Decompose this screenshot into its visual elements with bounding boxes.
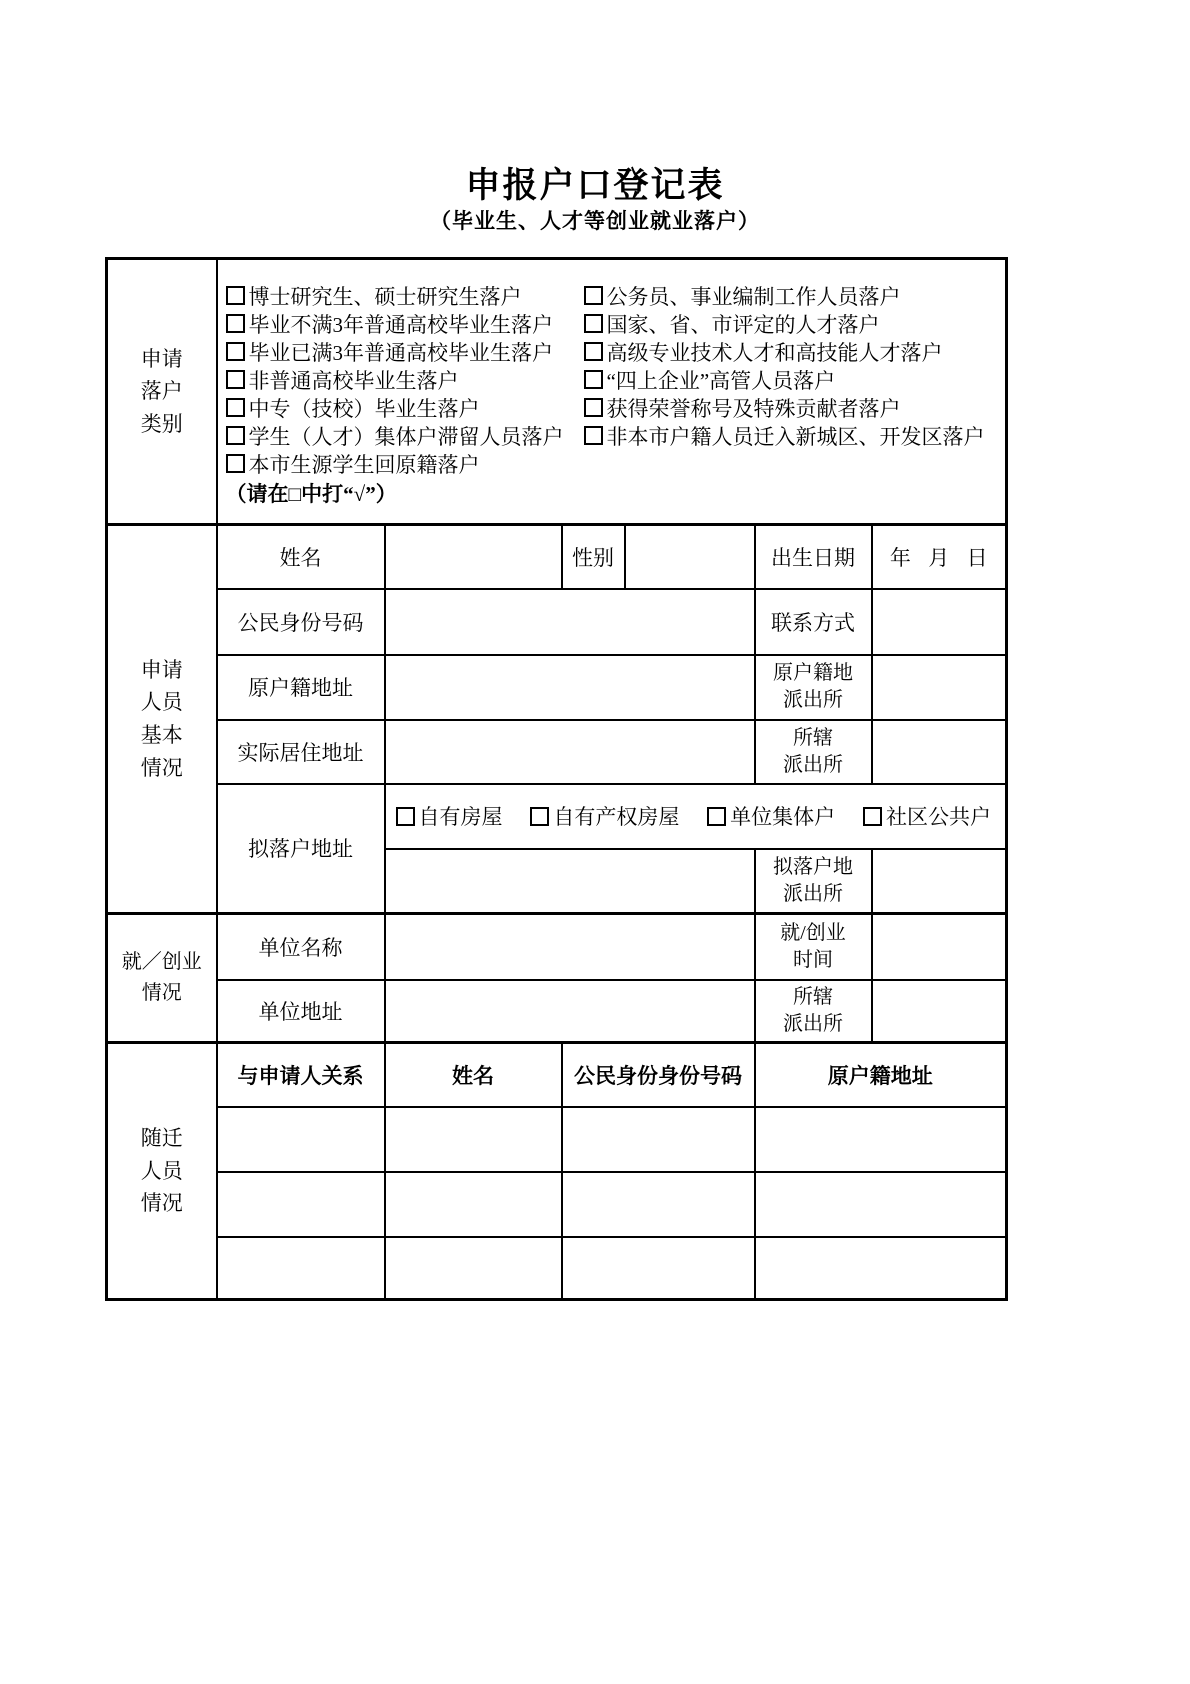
target-police-station-input-cell[interactable] — [872, 849, 1007, 914]
housing-type-options — [386, 801, 1006, 831]
option-label: 非普通高校毕业生落户 — [248, 368, 459, 393]
checkbox-icon[interactable] — [226, 426, 245, 445]
category-option[interactable] — [584, 309, 880, 339]
category-option[interactable] — [226, 449, 584, 479]
dependent-relation-input-cell[interactable] — [217, 1107, 385, 1172]
id-number-label: 公民身份号码 — [217, 589, 385, 655]
housing-option[interactable] — [396, 801, 503, 831]
form-title: 申报户口登记表 — [465, 166, 725, 205]
option-label: 国家、省、市评定的人才落户 — [606, 312, 880, 337]
company-address-label: 单位地址 — [217, 980, 385, 1043]
checkbox-icon[interactable] — [584, 426, 603, 445]
option-label: 社区公共户 — [885, 805, 991, 829]
housing-option[interactable] — [707, 801, 835, 831]
option-label: 高级专业技术人才和高技能人才落户 — [606, 340, 943, 365]
category-option[interactable] — [226, 309, 584, 339]
option-label: 获得荣誉称号及特殊贡献者落户 — [606, 396, 901, 421]
option-label: 毕业已满3年普通高校毕业生落户 — [248, 340, 553, 365]
employment-time-input-cell[interactable] — [872, 914, 1007, 980]
option-label: 中专（技校）毕业生落户 — [248, 396, 480, 421]
category-option[interactable] — [584, 281, 901, 311]
category-option[interactable] — [226, 281, 584, 311]
option-label: 本市生源学生回原籍落户 — [248, 452, 480, 477]
target-address-label: 拟落户地址 — [217, 784, 385, 914]
dependent-id-input-cell[interactable] — [562, 1172, 755, 1237]
category-option[interactable] — [584, 421, 985, 451]
option-label: 毕业不满3年普通高校毕业生落户 — [248, 312, 553, 337]
section-label-dependents: 随迁 人员 情况 — [107, 1043, 217, 1300]
employment-time-label: 就/创业 时间 — [755, 914, 872, 980]
checkbox-icon[interactable] — [226, 342, 245, 361]
category-option[interactable] — [584, 393, 901, 423]
company-police-station-label: 所辖 派出所 — [755, 980, 872, 1043]
form-subtitle: （毕业生、人才等创业就业落户） — [430, 209, 760, 233]
option-label: 单位集体户 — [730, 805, 836, 829]
name-input-cell[interactable] — [385, 525, 562, 589]
section-label-employment: 就／创业 情况 — [107, 914, 217, 1043]
checkbox-icon[interactable] — [584, 342, 603, 361]
dependent-name-input-cell[interactable] — [385, 1172, 562, 1237]
birthdate-input-cell[interactable] — [872, 525, 1007, 589]
name-label: 姓名 — [217, 525, 385, 589]
company-address-input-cell[interactable] — [385, 980, 755, 1043]
dependent-id-input-cell[interactable] — [562, 1107, 755, 1172]
dependents-header-address: 原户籍地址 — [755, 1043, 1007, 1107]
original-police-station-input-cell[interactable] — [872, 655, 1007, 720]
year-unit-label: 年 — [889, 545, 911, 570]
dependent-address-input-cell[interactable] — [755, 1107, 1007, 1172]
checkbox-icon[interactable] — [530, 807, 549, 826]
option-label: 自有房屋 — [418, 805, 503, 829]
checkbox-icon[interactable] — [226, 314, 245, 333]
option-label: 自有产权房屋 — [553, 805, 680, 829]
dependents-header-name: 姓名 — [385, 1043, 562, 1107]
checkbox-instruction: （请在□中打“√”） — [225, 481, 397, 506]
dependents-row — [107, 1172, 1007, 1237]
option-label: 博士研究生、硕士研究生落户 — [248, 284, 522, 309]
dependents-row — [107, 1107, 1007, 1172]
category-options — [218, 272, 1006, 512]
target-police-station-label: 拟落户地 派出所 — [755, 849, 872, 914]
company-police-station-input-cell[interactable] — [872, 980, 1007, 1043]
contact-label: 联系方式 — [755, 589, 872, 655]
residence-address-input-cell[interactable] — [385, 720, 755, 784]
original-address-label: 原户籍地址 — [217, 655, 385, 720]
category-option[interactable] — [584, 337, 943, 367]
dependent-relation-input-cell[interactable] — [217, 1172, 385, 1237]
housing-option[interactable] — [530, 801, 679, 831]
category-option[interactable] — [226, 393, 584, 423]
option-label: 公务员、事业编制工作人员落户 — [606, 284, 901, 309]
gender-label: 性别 — [562, 525, 625, 589]
checkbox-icon[interactable] — [226, 370, 245, 389]
dependent-address-input-cell[interactable] — [755, 1237, 1007, 1300]
category-option[interactable] — [226, 421, 584, 451]
dependents-header-id: 公民身份身份号码 — [562, 1043, 755, 1107]
target-address-input-cell[interactable] — [385, 849, 755, 914]
option-label: 非本市户籍人员迁入新城区、开发区落户 — [606, 424, 985, 449]
birthdate-label: 出生日期 — [755, 525, 872, 589]
dependent-id-input-cell[interactable] — [562, 1237, 755, 1300]
gender-input-cell[interactable] — [625, 525, 755, 589]
section-label-category: 申请 落户 类别 — [107, 259, 217, 525]
housing-option[interactable] — [863, 801, 991, 831]
contact-input-cell[interactable] — [872, 589, 1007, 655]
dependent-address-input-cell[interactable] — [755, 1172, 1007, 1237]
month-unit-label: 月 — [928, 545, 950, 570]
dependent-name-input-cell[interactable] — [385, 1107, 562, 1172]
checkbox-icon[interactable] — [584, 398, 603, 417]
category-options-cell — [217, 259, 1007, 525]
company-name-label: 单位名称 — [217, 914, 385, 980]
residence-address-label: 实际居住地址 — [217, 720, 385, 784]
checkbox-icon[interactable] — [707, 807, 726, 826]
checkbox-icon[interactable] — [863, 807, 882, 826]
category-option[interactable] — [226, 337, 584, 367]
checkbox-icon[interactable] — [226, 286, 245, 305]
option-label: “四上企业”高管人员落户 — [606, 368, 836, 393]
dependent-name-input-cell[interactable] — [385, 1237, 562, 1300]
checkbox-icon[interactable] — [584, 314, 603, 333]
residence-police-station-input-cell[interactable] — [872, 720, 1007, 784]
day-unit-label: 日 — [966, 545, 988, 570]
option-label: 学生（人才）集体户滞留人员落户 — [248, 424, 564, 449]
residence-police-station-label: 所辖 派出所 — [755, 720, 872, 784]
company-name-input-cell[interactable] — [385, 914, 755, 980]
checkbox-icon[interactable] — [584, 286, 603, 305]
housing-type-cell — [385, 784, 1007, 849]
checkbox-icon[interactable] — [226, 398, 245, 417]
section-label-basic-info: 申请 人员 基本 情况 — [107, 525, 217, 914]
id-number-input-cell[interactable] — [385, 589, 755, 655]
checkbox-icon[interactable] — [584, 370, 603, 389]
category-option[interactable] — [226, 365, 584, 395]
registration-form-table — [105, 257, 1008, 1301]
checkbox-icon[interactable] — [226, 454, 245, 473]
category-option[interactable] — [584, 365, 836, 395]
dependents-row — [107, 1237, 1007, 1300]
checkbox-icon[interactable] — [396, 807, 415, 826]
dependents-header-relation: 与申请人关系 — [217, 1043, 385, 1107]
original-address-input-cell[interactable] — [385, 655, 755, 720]
dependent-relation-input-cell[interactable] — [217, 1237, 385, 1300]
original-police-station-label: 原户籍地 派出所 — [755, 655, 872, 720]
